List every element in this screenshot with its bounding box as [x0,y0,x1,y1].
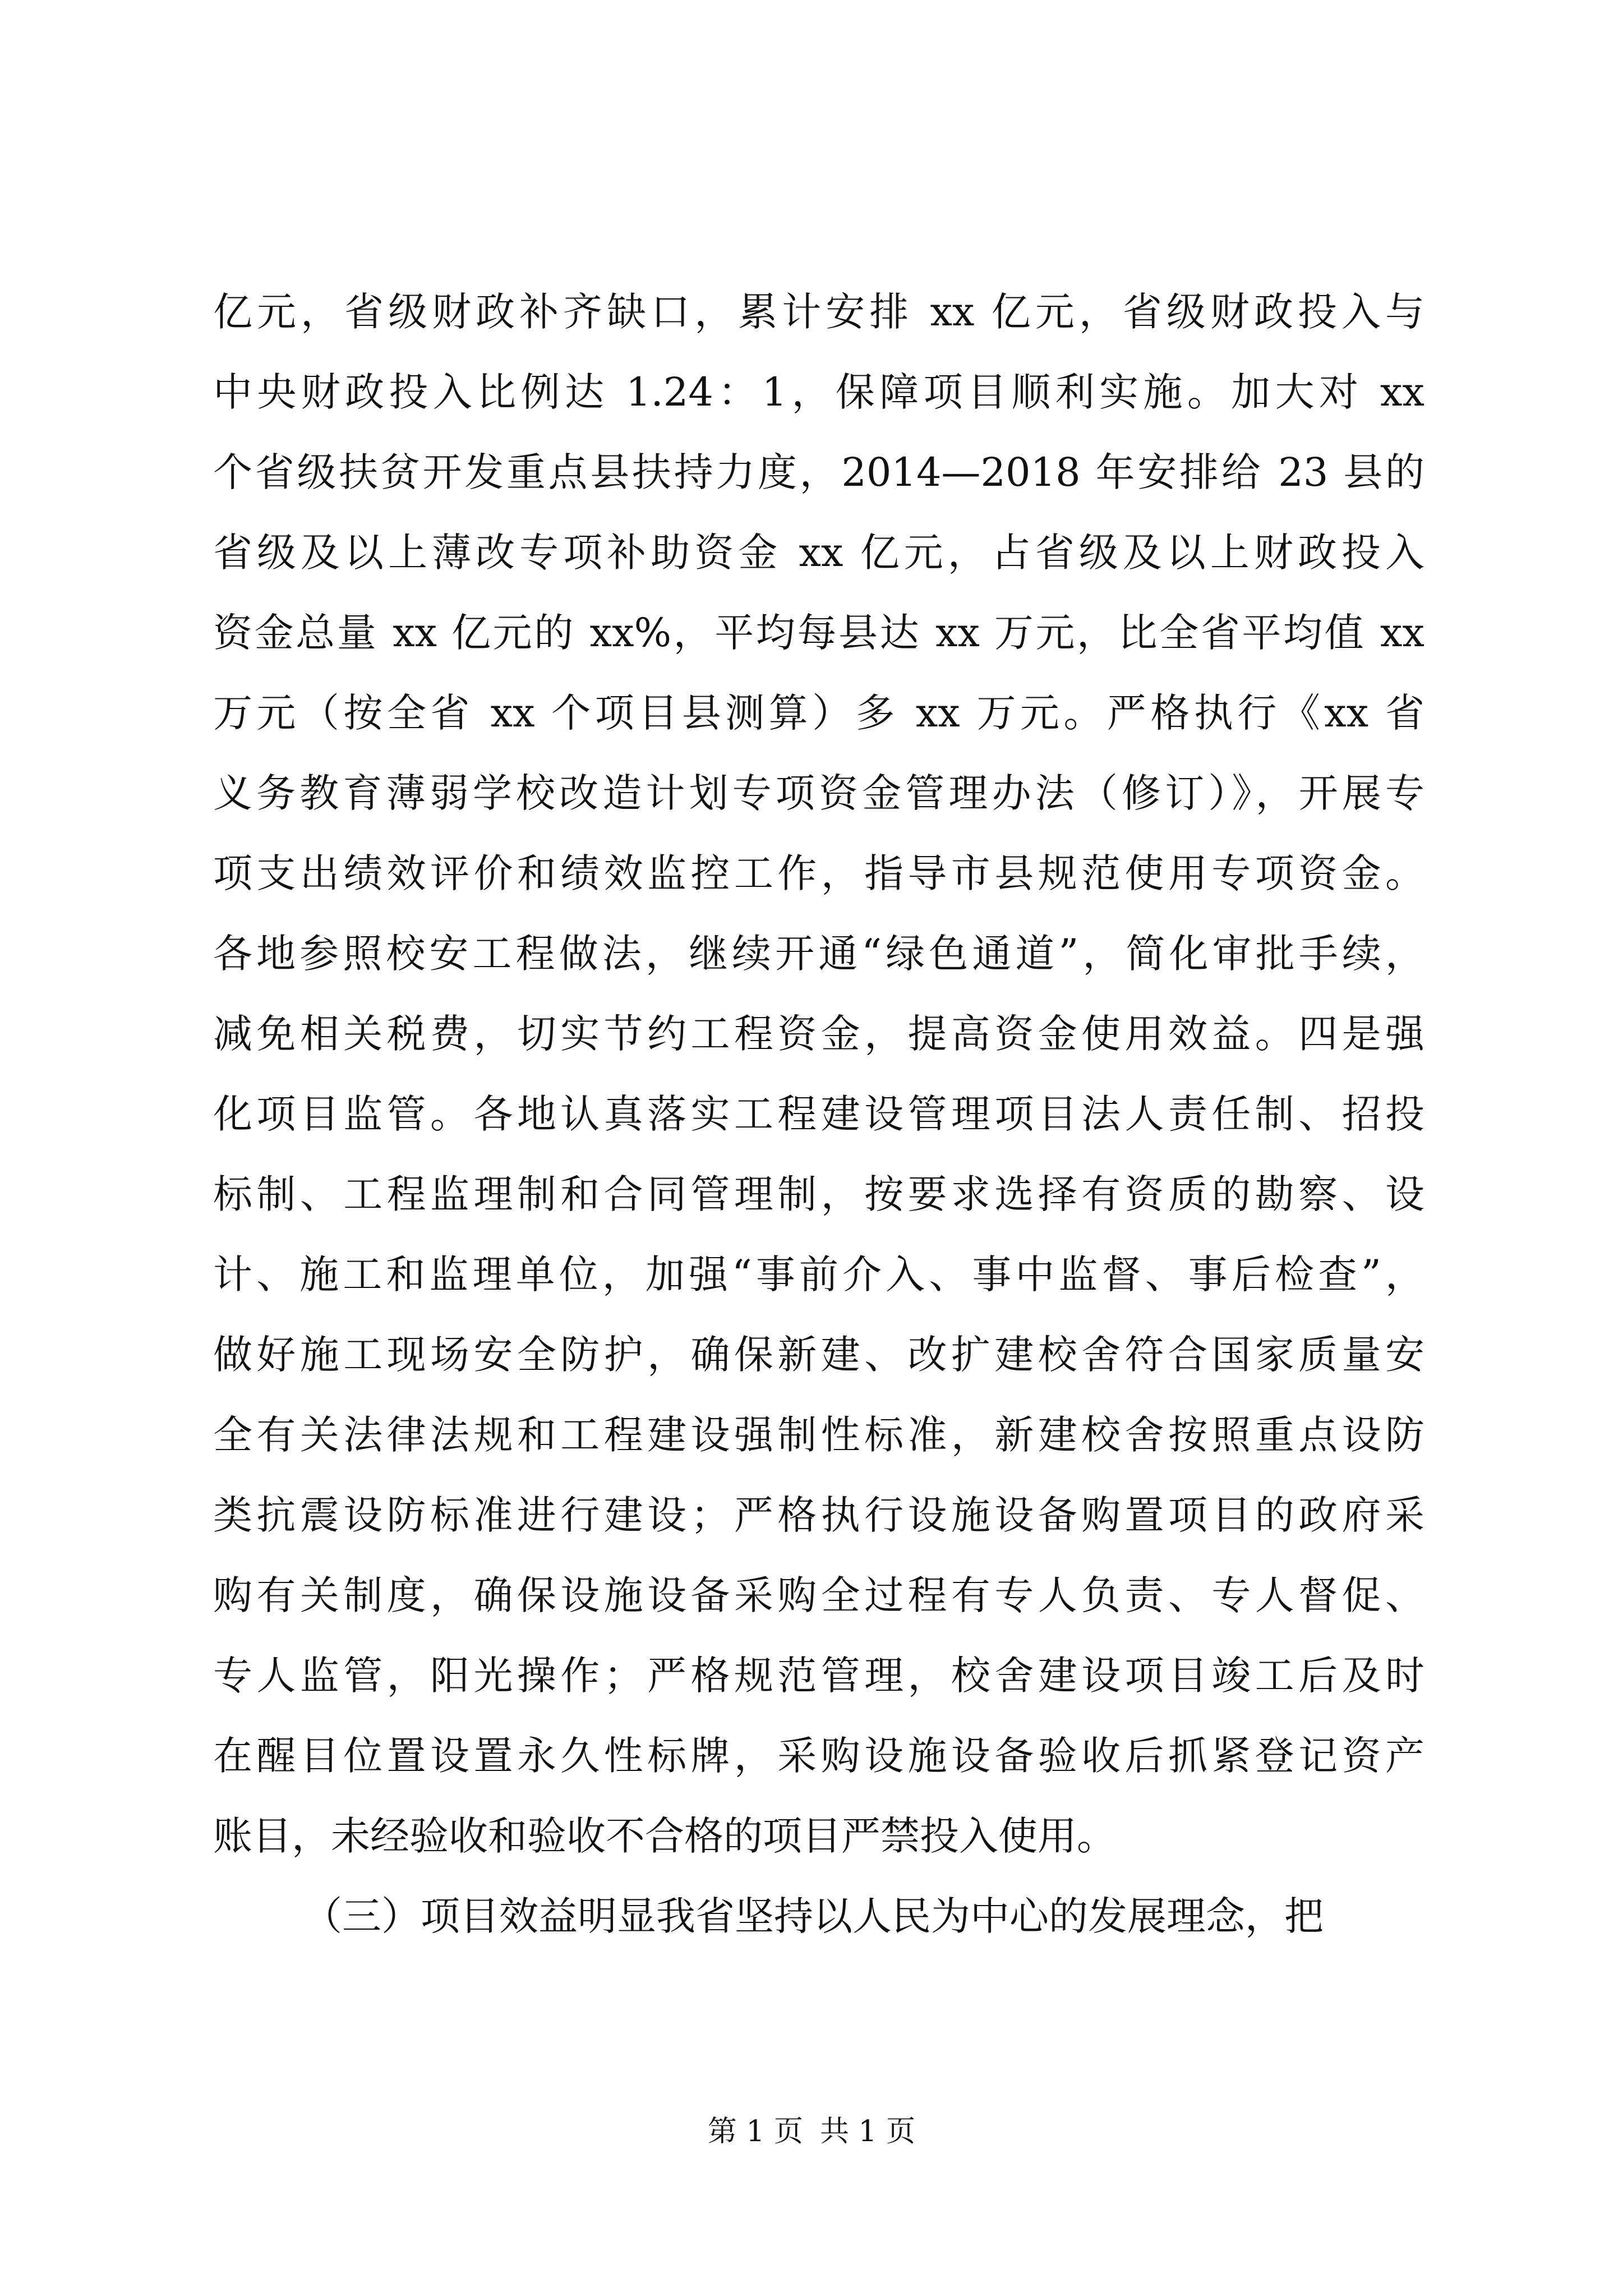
text-line: 计、施工和监理单位，加强“事前介入、事中监督、事后检查”， [213,1251,1424,1297]
text-line: 项支出绩效评价和绩效监控工作，指导市县规范使用专项资金。 [213,850,1424,896]
text-line: 各地参照校安工程做法，继续开通“绿色通道”，简化审批手续， [213,931,1424,977]
text-line: 做好施工现场安全防护，确保新建、改扩建校舍符合国家质量安 [213,1332,1424,1378]
text-line: 省级及以上薄改专项补助资金 xx 亿元，占省级及以上财政投入 [213,530,1424,576]
text-line: 类抗震设防标准进行建设；严格执行设施设备购置项目的政府采 [213,1492,1424,1538]
text-line: 万元（按全省 xx 个项目县测算）多 xx 万元。严格执行《xx 省 [213,690,1424,736]
text-line: 账目，未经验收和验收不合格的项目严禁投入使用。 [213,1813,1116,1859]
text-line: 资金总量 xx 亿元的 xx%，平均每县达 xx 万元，比全省平均值 xx [213,610,1424,656]
text-line: 在醒目位置设置永久性标牌，采购设施设备验收后抓紧登记资产 [213,1733,1424,1779]
document-body [213,272,1424,1957]
section-heading-line: （三）项目效益明显我省坚持以人民为中心的发展理念，把 [303,1893,1324,1939]
page-footer [0,2109,1623,2154]
text-line: 中央财政投入比例达 1.24：1，保障项目顺利实施。加大对 xx [213,369,1424,415]
text-line: 专人监管，阳光操作；严格规范管理，校舍建设项目竣工后及时 [213,1653,1424,1699]
text-line: 购有关制度，确保设施设备采购全过程有专人负责、专人督促、 [213,1572,1424,1618]
page-total: 共 1 页 [820,2115,916,2148]
text-line: 化项目监管。各地认真落实工程建设管理项目法人责任制、招投 [213,1091,1424,1137]
text-line: 全有关法律法规和工程建设强制性标准，新建校舍按照重点设防 [213,1412,1424,1458]
text-line: 个省级扶贫开发重点县扶持力度，2014—2018 年安排给 23 县的 [213,449,1424,495]
page-number: 第 1 页 [707,2115,803,2148]
text-line: 标制、工程监理制和合同管理制，按要求选择有资质的勘察、设 [213,1171,1424,1217]
text-line: 减免相关税费，切实节约工程资金，提高资金使用效益。四是强 [213,1011,1424,1057]
text-line: 义务教育薄弱学校改造计划专项资金管理办法（修订）》，开展专 [213,770,1424,816]
text-line: 亿元，省级财政补齐缺口，累计安排 xx 亿元，省级财政投入与 [213,289,1424,335]
